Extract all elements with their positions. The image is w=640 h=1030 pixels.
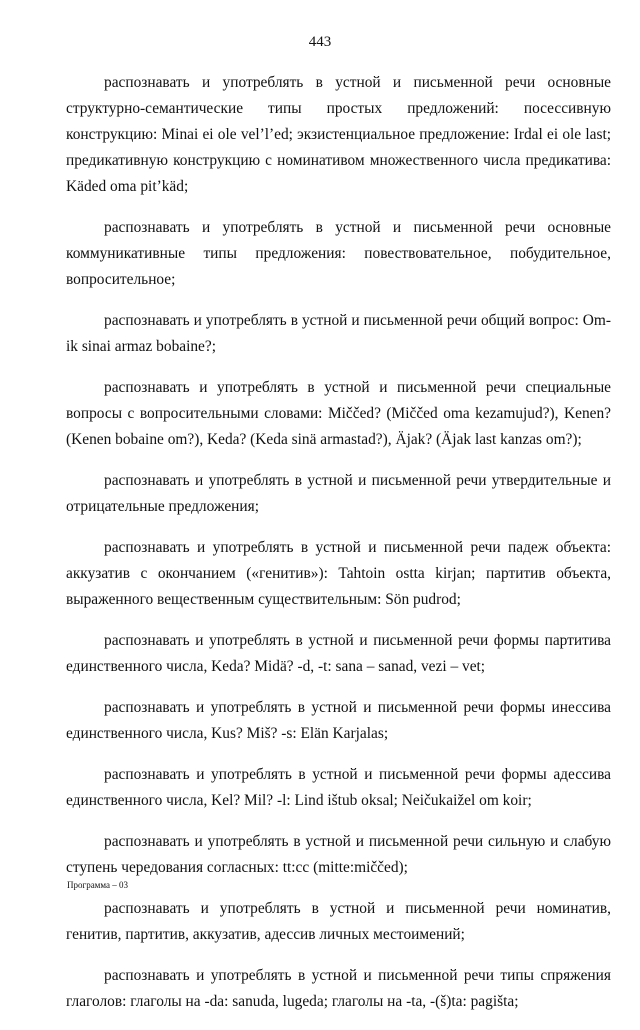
paragraph: распознавать и употреблять в устной и письменной речи специальные вопросы с вопросительными словами: Miččed? (Miččed oma kezamujud?), Kenen? (Kenen bobaine om?), Keda? (Keda sinä armastad?), Äjak? (Äjak last kanzas om?); [66, 379, 611, 448]
paragraph: распознавать и употреблять в устной и письменной речи падеж объекта: аккузатив с окончанием («генитив»): Tahtoin ostta kirjan; партитив объекта, выраженного вещественным существительным: Sön pudrod; [66, 539, 611, 608]
paragraph: распознавать и употреблять в устной и письменной речи сильную и слабую ступень чередования согласных: tt:cc (mitte:miččed); [66, 833, 611, 876]
paragraph: распознавать и употреблять в устной и письменной речи типы спряжения глаголов: глаголы на -da: sanuda, lugeda; глаголы на -ta, -(š)ta: pagišta; [66, 967, 611, 1010]
paragraph: распознавать и употреблять в устной и письменной речи формы партитива единственного числа, Keda? Midä? -d, -t: sana – sanad, vezi – vet; [66, 632, 611, 675]
paragraph: распознавать и употреблять в устной и письменной речи общий вопрос: Om-ik sinai armaz bobaine?; [66, 312, 611, 355]
page-number: 443 [308, 34, 332, 50]
page-footer: Программа – 03 [67, 880, 129, 890]
paragraph: распознавать и употреблять в устной и письменной речи номинатив, генитив, партитив, аккузатив, адессив личных местоимений; [66, 900, 611, 943]
paragraph: распознавать и употреблять в устной и письменной речи формы адессива единственного числа, Kel? Mil? -l: Lind ištub oksal; Neičukaižel om koir; [66, 766, 611, 809]
paragraph: распознавать и употреблять в устной и письменной речи основные структурно-семантические типы простых предложений: посессивную конструкцию: Minai ei ole vel’l’ed; экзистенциальное предложение: Irdal ei ole last; предикативную конструкцию с номинативом множественного числа предикатива: Käded oma pit’käd; [66, 74, 611, 195]
paragraph: распознавать и употреблять в устной и письменной речи формы инессива единственного числа, Kus? Miš? -s: Elän Karjalas; [66, 699, 611, 742]
body-text [66, 70, 611, 1030]
paragraph: распознавать и употреблять в устной и письменной речи утвердительные и отрицательные предложения; [66, 472, 611, 515]
paragraph: распознавать и употреблять в устной и письменной речи основные коммуникативные типы предложения: повествовательное, побудительное, вопросительное; [66, 219, 611, 288]
